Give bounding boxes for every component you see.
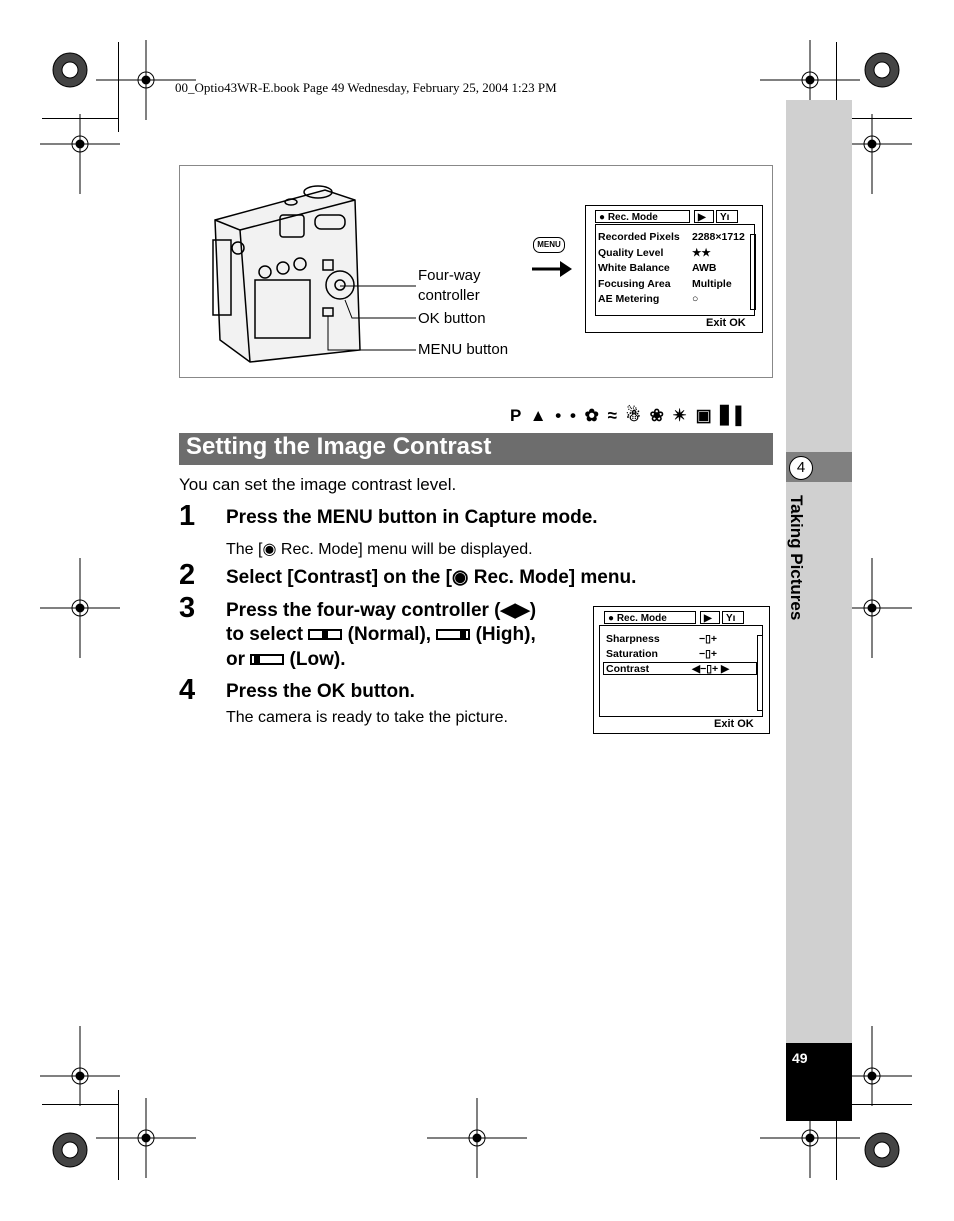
contrast-low-icon xyxy=(250,654,284,665)
step-title: or (Low). xyxy=(226,649,346,670)
step-title: to select (Normal), (High), xyxy=(226,624,536,645)
arrow-right-icon xyxy=(532,261,572,277)
menu-key-icon: MENU xyxy=(533,237,565,253)
step-number: 1 xyxy=(179,500,196,532)
menu-footer: Exit OK xyxy=(714,718,754,730)
chapter-title: Taking Pictures xyxy=(787,495,806,621)
menu-row-label: White Balance xyxy=(598,262,670,274)
contrast-high-icon xyxy=(436,629,470,640)
setup-tab-icon: Yı xyxy=(716,210,738,223)
setup-tab-icon: Yı xyxy=(722,611,744,624)
callout-lines xyxy=(320,270,420,360)
playback-tab-icon: ▶ xyxy=(700,611,720,624)
step-title: Press the four-way controller (◀▶) xyxy=(226,600,537,621)
section-title: Setting the Image Contrast xyxy=(186,433,492,460)
step-note: The camera is ready to take the picture. xyxy=(226,709,508,726)
menu-row-label: Saturation xyxy=(606,648,658,660)
menu-row-label: AE Metering xyxy=(598,293,660,305)
slider-icon: −▯+ xyxy=(699,648,718,660)
scrollbar xyxy=(757,635,763,711)
menu-row-label: Focusing Area xyxy=(598,278,671,290)
menu-row-value: ★★ xyxy=(692,247,711,259)
slider-icon: ◀−▯+ ▶ xyxy=(692,663,730,675)
step-number: 2 xyxy=(179,559,196,591)
chapter-number: 4 xyxy=(789,456,813,480)
capture-mode-icons: P ▲ • • ✿ ≈ ☃ ❀ ✴ ▣ ▋▌ xyxy=(510,406,750,425)
page-number: 49 xyxy=(792,1050,808,1066)
camera-icon: ◉ xyxy=(451,567,469,588)
menu-row-value: 2288×1712 xyxy=(692,231,745,243)
step-title: Press the OK button. xyxy=(226,681,415,702)
step-number: 4 xyxy=(179,674,196,706)
menu-row-label: Recorded Pixels xyxy=(598,231,680,243)
menu-row-label: Quality Level xyxy=(598,247,664,259)
menu-button-label: MENU button xyxy=(418,341,509,358)
menu-footer: Exit OK xyxy=(706,317,746,329)
rec-mode-tab: ● Rec. Mode xyxy=(604,611,696,624)
scrollbar xyxy=(750,234,756,310)
ok-button-label: OK button xyxy=(418,310,486,327)
menu-row-label: Contrast xyxy=(606,663,650,675)
step-title: Select [Contrast] on the [◉ Rec. Mode] menu. xyxy=(226,567,637,588)
step-title: Press the MENU button in Capture mode. xyxy=(226,507,598,528)
step-number: 3 xyxy=(179,592,196,624)
menu-row-value: AWB xyxy=(692,262,717,274)
rec-mode-tab: ● Rec. Mode xyxy=(595,210,690,223)
camera-icon: ◉ xyxy=(262,541,277,558)
contrast-normal-icon xyxy=(308,629,342,640)
four-way-controller-label: Four-way controller xyxy=(418,267,481,304)
file-info-header: 00_Optio43WR-E.book Page 49 Wednesday, February 25, 2004 1:23 PM xyxy=(175,80,557,95)
contrast-menu-screen xyxy=(593,606,770,734)
section-intro: You can set the image contrast level. xyxy=(179,475,457,494)
rec-mode-menu-screen xyxy=(585,205,763,333)
menu-row-value: Multiple xyxy=(692,278,732,290)
step-note: The [◉ Rec. Mode] menu will be displayed. xyxy=(226,541,533,558)
menu-row-value: ○ xyxy=(692,293,699,305)
menu-row-label: Sharpness xyxy=(606,633,660,645)
playback-tab-icon: ▶ xyxy=(694,210,714,223)
slider-icon: −▯+ xyxy=(699,633,718,645)
